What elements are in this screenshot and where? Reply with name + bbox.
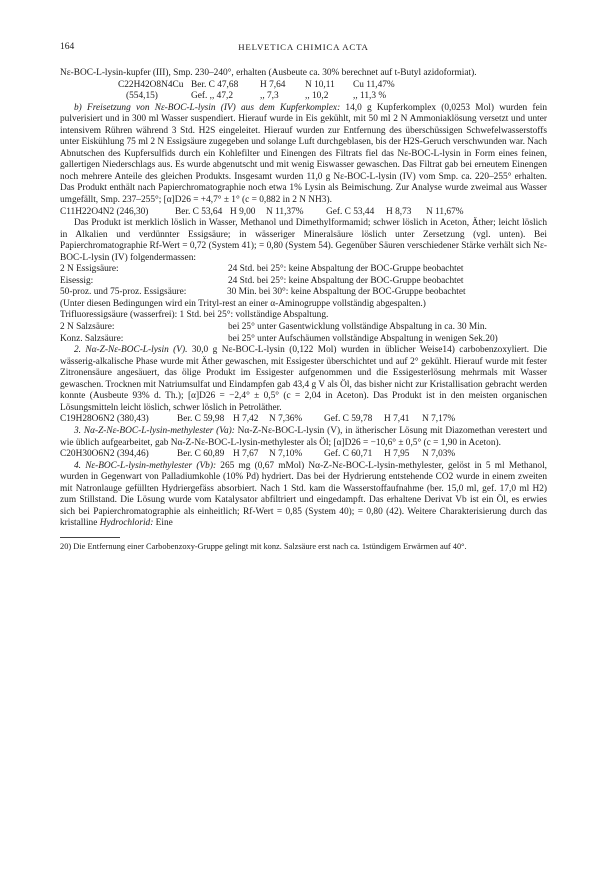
paragraph bbox=[60, 426, 547, 449]
analysis-value: H 7,95 bbox=[384, 449, 410, 460]
table-cell: bei 25° unter Aufschäumen vollständige Abspaltung in wenigen Sek.20) bbox=[228, 333, 498, 344]
footnote: 20) Die Entfernung einer Carbobenzoxy-Gruppe gelingt mit konz. Salzsäure erst nach ca. 1stündigem Erwärmen auf 40°. bbox=[60, 541, 467, 551]
table-cell: 50-proz. und 75-proz. Essigsäure: bbox=[60, 287, 187, 298]
analysis-value: H 7,67 bbox=[233, 449, 259, 460]
analysis-value: Ber. C 47,68 bbox=[191, 79, 239, 90]
table-note: Trifluoressigsäure (wasserfrei): 1 Std. bei 25°: vollständige Abspaltung. bbox=[60, 310, 329, 321]
paragraph-text: 14,0 g Kupferkomplex (0,0253 Mol) wurden fein pulverisiert und in 300 ml Wasser suspendiert. Hierauf wurde in Eis gekühlt, mit 50 ml 2 N Ammoniaklösung versetzt und unter intensivem Rühren während 3 Std. H2S eingeleitet. Hierauf wurden zur Entfernung des überschüssigen Schwefelwasserstoffs unter Eiskühlung 75 ml 2 N Essigsäure zugegeben und solange Luft durchgeblasen, bis der H2S-Geruch verschwunden war. Nach Abnutschen des Kupfersulfids durch ein Kohlefilter und Einengen des Filtrats fiel das Nε-BOC-L-lysin in Form eines feinen, gallertigen Niederschlags aus. Es wurde abgenutscht und mit wenig Eiswasser gewaschen. Das Filtrat gab bei erneutem Einengen noch mehrere Anteile des gleichen Produkts. Insgesamt wurden 11,0 g Nε-BOC-L-lysin (IV) vom Smp. ca. 220–255° erhalten. Das Produkt enthält nach Papierchromatographie noch etwa 1% Lysin als Beimischung. Zur Analyse wurde zweimal aus Wasser umgefällt, Smp. 237–255°; [α]D26 = +4,7° ± 1° (c = 0,882 in 2 N NH3). bbox=[60, 102, 547, 206]
page bbox=[60, 42, 547, 552]
analysis-value: Gef. C 53,44 bbox=[326, 206, 375, 217]
formula: C22H42O8N4Cu bbox=[118, 79, 184, 90]
table-note: (Unter diesen Bedingungen wird ein Trityl-rest an einer α-Aminogruppe vollständig abgespalten.) bbox=[60, 298, 426, 309]
analysis-value: Gef. C 60,71 bbox=[324, 449, 373, 460]
paragraph-text: 30,0 g Nε-BOC-L-lysin (0,122 Mol) wurden in üblicher Weise14) carbobenzoxyliert. Die wässerig-alkalische Phase wurde mit Äther gewaschen, mit Essigester überschichtet und auf 2° gekühlt. Hierauf wurde mit fester Zitronensäure angesäuert, das ölige Produkt im Essigester aufgenommen und die Essigesterlösung mehrmals mit Wasser gewaschen. Trocknen mit Natriumsulfat und Eindampfen gab 43,4 g V als Öl, das bisher nicht zur Kristallisation gebracht werden konnte (Ausbeute 93% d. Th.); [α]D26 = −2,4° ± 0,5° (c = 2,04 in Aceton). Das Produkt ist in den meisten organischen Lösungsmitteln leicht löslich, schwer löslich in Petroläther. bbox=[60, 345, 547, 413]
analysis-value: N 10,11 bbox=[305, 79, 335, 90]
table-cell: bei 25° unter Gasentwicklung vollständige Abspaltung in ca. 30 Min. bbox=[228, 322, 487, 333]
table-cell: 24 Std. bei 25°: keine Abspaltung der BOC-Gruppe beobachtet bbox=[228, 264, 464, 275]
paragraph bbox=[60, 103, 547, 207]
paragraph-heading: b) Freisetzung von Nε-BOC-L-lysin (IV) aus dem Kupferkomplex: bbox=[74, 102, 341, 113]
table-cell: Eisessig: bbox=[60, 275, 94, 286]
article-body bbox=[60, 68, 547, 552]
analysis-line bbox=[60, 91, 547, 103]
paragraph bbox=[60, 345, 547, 414]
analysis-value: N 7,10% bbox=[269, 449, 303, 460]
paragraph bbox=[60, 461, 547, 530]
analysis-value: N 11,67% bbox=[426, 206, 464, 217]
paragraph-text: 265 mg (0,67 mMol) Nα-Z-Nε-BOC-L-lysin-methylester, gelöst in 5 ml Methanol, wurden in Gegenwart von Palladiumkohle (10% Pd) hydriert. Das bei der Hydrierung entstehende CO2 wurde in einem zweiten mit Natronlauge gefüllten Hydriergefäss absorbiert. Nach 1 Std. kam die Wasserstoffaufnahme (ber. 15,0 ml, gef. 17,0 ml H2) zum Stillstand. Die Lösung wurde vom Katalysator abfiltriert und eingedampft. Das erhaltene Derivat Vb ist ein Öl, es erwies sich bei Papierchromatographie als einheitlich; Rf-Wert = 0,85 (System 40); = 0,80 (42). Weitere Charakterisierung durch das kristalline bbox=[60, 460, 547, 529]
analysis-value: N 11,37% bbox=[266, 206, 304, 217]
analysis-line bbox=[60, 207, 547, 219]
formula: C11H22O4N2 (246,30) bbox=[60, 206, 149, 217]
paragraph-heading: 2. Nα-Z-Nε-BOC-L-lysin (V). bbox=[74, 345, 188, 356]
analysis-line bbox=[60, 414, 547, 426]
analysis-value: Gef. C 59,78 bbox=[324, 414, 373, 425]
molar-mass: (554,15) bbox=[126, 91, 158, 102]
table-row bbox=[60, 334, 547, 346]
analysis-value: Cu 11,47% bbox=[353, 79, 395, 90]
journal-title: HELVETICA CHIMICA ACTA bbox=[238, 42, 369, 52]
paragraph: Nε-BOC-L-lysin-kupfer (III), Smp. 230–240°, erhalten (Ausbeute ca. 30% berechnet auf t-Butyl azidoformiat). bbox=[60, 68, 477, 78]
paragraph-heading: 3. Nα-Z-Nε-BOC-L-lysin-methylester (Va): bbox=[74, 425, 235, 436]
analysis-value: H 7,42 bbox=[233, 414, 259, 425]
analysis-value: H 9,00 bbox=[230, 206, 256, 217]
table-cell: Konz. Salzsäure: bbox=[60, 333, 124, 344]
page-header bbox=[60, 42, 547, 56]
analysis-value: N 7,03% bbox=[422, 449, 456, 460]
analysis-value: ,, 11,3 % bbox=[353, 91, 387, 102]
formula: C19H28O6N2 (380,43) bbox=[60, 414, 149, 425]
table-cell: 2 N Salzsäure: bbox=[60, 322, 115, 333]
table-cell: 30 Min. bei 30°: keine Abspaltung der BOC-Gruppe beobachtet bbox=[227, 287, 466, 298]
analysis-value: Ber. C 60,89 bbox=[177, 449, 225, 460]
paragraph-text: Eine bbox=[153, 518, 173, 529]
analysis-value: Ber. C 53,64 bbox=[175, 206, 223, 217]
paragraph: Das Produkt ist merklich löslich in Wasser, Methanol und Dimethylformamid; schwer löslich in Aceton, Äther; leicht löslich in Alkalien und verdünnter Essigsäure; in wässeriger Mineralsäure löslich unter Zersetzung (vgl. unten). Bei Papierchromatographie Rf-Wert = 0,72 (System 41); = 0,80 (System 54). Gegenüber Säuren verschiedener Stärke verhält sich Nε-BOC-L-lysin (IV) folgendermassen: bbox=[60, 218, 547, 263]
analysis-value: Gef. ,, 47,2 bbox=[191, 91, 234, 102]
page-number: 164 bbox=[60, 42, 75, 52]
table-row bbox=[60, 322, 547, 334]
analysis-value: H 7,64 bbox=[260, 79, 286, 90]
table-row bbox=[60, 276, 547, 288]
analysis-value: ,, 10,2 bbox=[305, 91, 329, 102]
analysis-value: H 7,41 bbox=[384, 414, 410, 425]
table-row bbox=[60, 264, 547, 276]
analysis-line bbox=[60, 80, 547, 92]
table-row bbox=[60, 287, 547, 299]
analysis-value: Ber. C 59,98 bbox=[177, 414, 225, 425]
analysis-value: N 7,36% bbox=[269, 414, 303, 425]
paragraph-heading: 4. Nε-BOC-L-lysin-methylester (Vb): bbox=[74, 460, 217, 471]
analysis-value: ,, 7,3 bbox=[260, 91, 279, 102]
inline-italic: Hydrochlorid: bbox=[97, 518, 154, 529]
footnote-divider bbox=[60, 537, 120, 538]
analysis-value: N 7,17% bbox=[422, 414, 456, 425]
table-cell: 2 N Essigsäure: bbox=[60, 264, 119, 275]
analysis-value: H 8,73 bbox=[386, 206, 412, 217]
analysis-line bbox=[60, 449, 547, 461]
paragraph-text: Nα-Z-Nε-BOC-L-lysin (V), in ätherischer Lösung mit Diazomethan verestert und wie üblich aufgearbeitet, gab Nα-Z-Nε-BOC-L-lysin-methylester als Öl; [α]D26 = −10,6° ± 0,5° (c = 1,90 in Aceton). bbox=[60, 425, 547, 448]
formula: C20H30O6N2 (394,46) bbox=[60, 449, 149, 460]
table-cell: 24 Std. bei 25°: keine Abspaltung der BOC-Gruppe beobachtet bbox=[228, 275, 464, 286]
